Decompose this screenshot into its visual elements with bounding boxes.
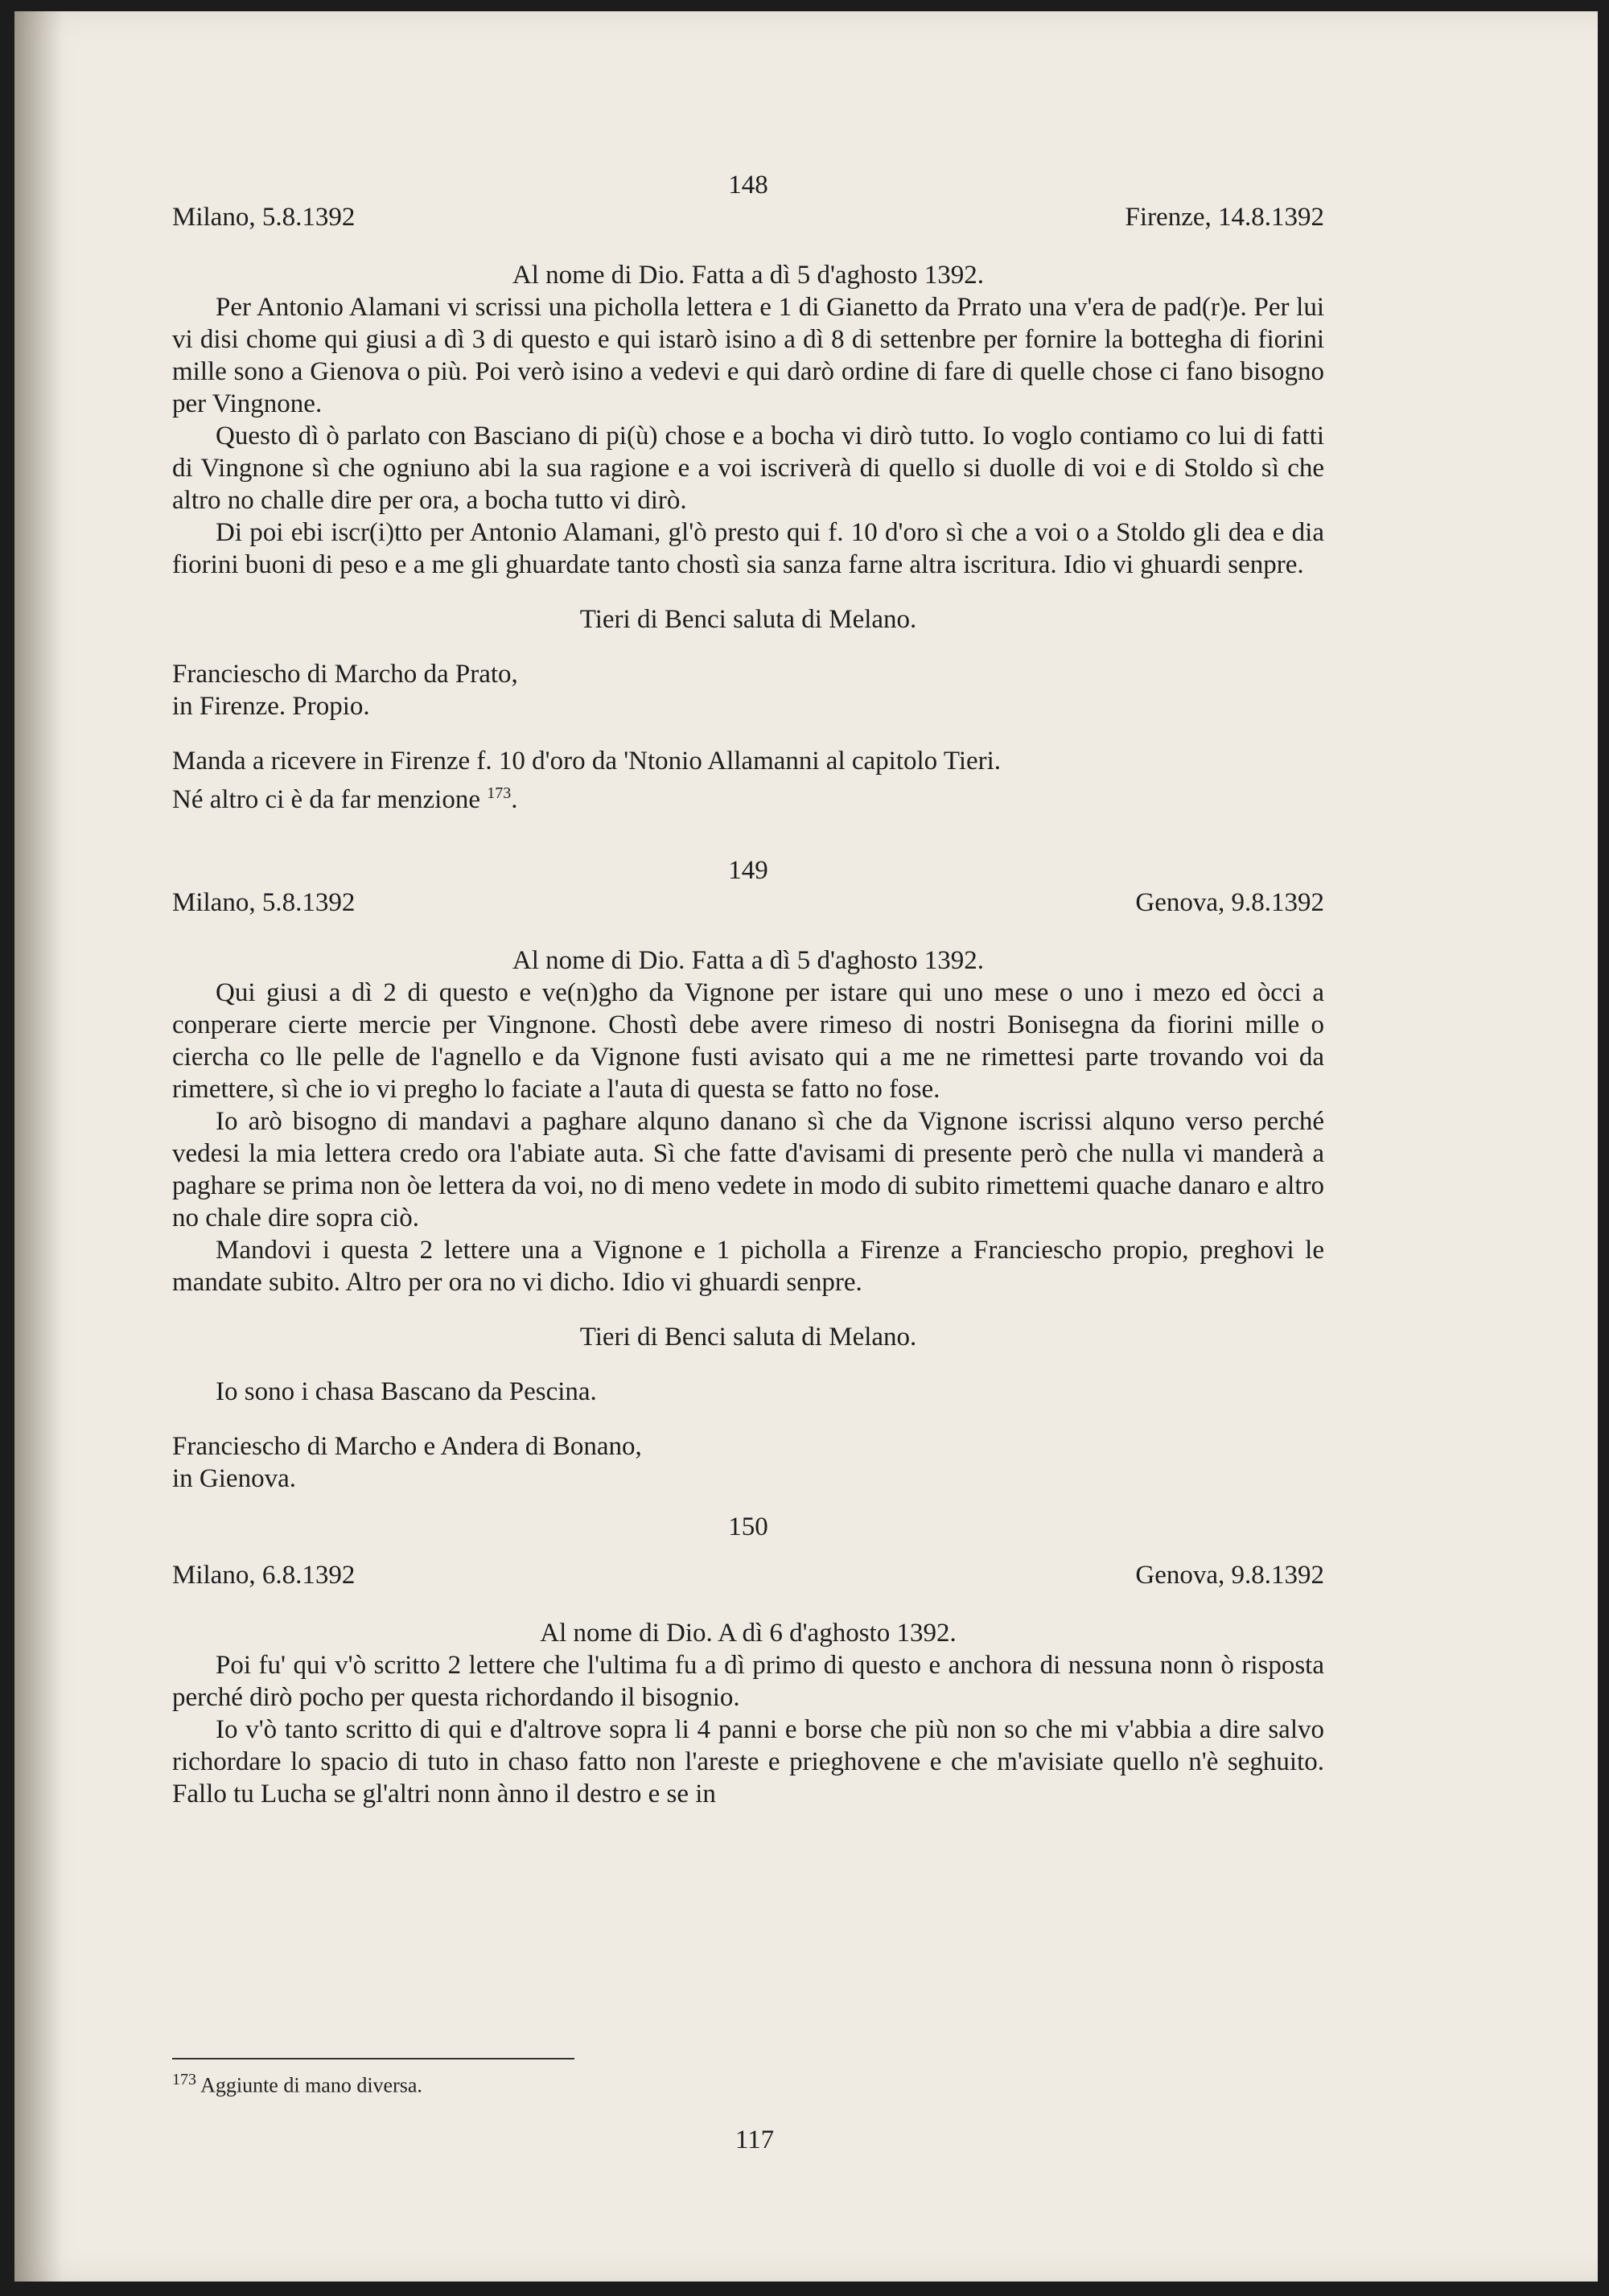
letter-salutation: Tieri di Benci saluta di Melano.: [579, 605, 917, 634]
letter-header: [172, 201, 1324, 233]
note-line: Manda a ricevere in Firenze f. 10 d'oro da 'Ntonio Allamanni al capitolo Tieri.: [172, 747, 1002, 776]
letter-paragraph: Mandovi i questa 2 lettere una a Vignone e 1 picholla a Firenze a Franciescho propio, preghovi le mandate subito. Altro per ora no vi dicho. Idio vi ghuardi senpre.: [172, 1236, 1324, 1297]
address-line: Franciescho di Marcho da Prato,: [172, 660, 518, 689]
page-gutter-shadow: [14, 11, 63, 2282]
letter-paragraph: Io arò bisogno di mandavi a paghare alquno danano sì che da Vignone iscrissi alquno verso perché vedesi la mia lettera credo ora l'abiate auta. Sì che fatte d'avisami di presente però che nulla vi manderà a paghare se prima non òe lettera da voi, no di meno vedete in modo di subito rimettemi quache danaro e altro no chale dire sopra ciò.: [172, 1107, 1324, 1232]
letter-paragraph: Per Antonio Alamani vi scrissi una picholla lettera e 1 di Gianetto da Prrato una v'era de pad(r)e. Per lui vi disi chome qui giusi a dì 3 di questo e qui istarò isino a dì 8 di settenbre per fornire la bottegha di fiorini mille sono a Gienova o più. Poi verò isino a vedevi e qui darò ordine di fare di quelle chose ci fano bisogno per Vingnone.: [172, 293, 1324, 418]
letter-note: [172, 745, 1324, 816]
footnote: [172, 2071, 422, 2098]
note-line: Né altro ci è da far menzione $^{173}$.: [172, 784, 518, 814]
page-body: [172, 169, 1324, 1810]
letter-opening: Al nome di Dio. A dì 6 d'aghosto 1392.: [540, 1619, 957, 1648]
letter-address: [172, 658, 1324, 722]
letter-148: [172, 169, 1324, 816]
letter-paragraph: Di poi ebi iscr(i)tto per Antonio Alamani, gl'ò presto qui f. 10 d'oro sì che a voi o a Stoldo gli dea e dia fiorini buoni di peso e a me gli ghuardate tanto chostì sia sanza farne altra iscritura. Idio vi ghuardi senpre.: [172, 518, 1324, 579]
letter-opening: Al nome di Dio. Fatta a dì 5 d'aghosto 1392.: [512, 261, 985, 290]
letter-header: [172, 1559, 1324, 1591]
note-line-text: Né altro ci è da far menzione: [172, 785, 480, 814]
address-line: in Gienova.: [172, 1464, 296, 1493]
letter-paragraph: Questo dì ò parlato con Basciano di pi(ù) chose e a bocha vi dirò tutto. Io voglo contiamo co lui di fatti di Vingnone sì che ogniuno abi la sua ragione e a voi iscriverà di quello si duolle di voi e di Stoldo sì che altro no challe dire per ora, a bocha tutto vi dirò.: [172, 422, 1324, 515]
letter-postscript: Io sono i chasa Bascano da Pescina.: [216, 1377, 597, 1406]
footnote-text: Aggiunte di mano diversa.: [200, 2073, 422, 2097]
address-line: in Firenze. Propio.: [172, 692, 370, 721]
letter-number: 149: [728, 856, 768, 885]
page-number-text: 117: [735, 2125, 775, 2154]
footnote-divider: [172, 2058, 574, 2059]
letter-opening: Al nome di Dio. Fatta a dì 5 d'aghosto 1392.: [512, 946, 985, 975]
letter-paragraph: Qui giusi a dì 2 di questo e ve(n)gho da Vignone per istare qui uno mese o uno i mezo ed òcci a conperare cierte mercie per Vingnone. Chostì debe avere rimeso di nostri Bonisegna da fiorini mille o ciercha co lle pelle de l'agnello e da Vignone fusti avisato qui a me ne rimettesi parte trovando voi da rimettere, sì che io vi pregho lo faciate a l'auta di questa se fatto no fose.: [172, 978, 1324, 1104]
address-line: Franciescho di Marcho e Andera di Bonano,: [172, 1432, 642, 1461]
letter-number: 150: [728, 1512, 768, 1541]
letter-number: 148: [728, 171, 768, 200]
letter-header: [172, 887, 1324, 919]
page-number: [14, 2125, 1598, 2155]
letter-149: [172, 854, 1324, 1495]
letter-destination: Genova, 9.8.1392: [1135, 888, 1324, 917]
letter-destination: Genova, 9.8.1392: [1135, 1561, 1324, 1590]
letter-origin: Milano, 5.8.1392: [172, 888, 356, 917]
letter-salutation: Tieri di Benci saluta di Melano.: [579, 1323, 917, 1352]
letter-origin: Milano, 6.8.1392: [172, 1561, 356, 1590]
letter-origin: Milano, 5.8.1392: [172, 203, 356, 232]
footnote-reference: 173: [487, 784, 512, 802]
book-page: [14, 11, 1598, 2282]
letter-paragraph: Poi fu' qui v'ò scritto 2 lettere che l'ultima fu a dì primo di questo e anchora di nessuna nonn ò risposta perché dirò pocho per questa richordando il bisognio.: [172, 1651, 1324, 1712]
letter-destination: Firenze, 14.8.1392: [1125, 203, 1324, 232]
letter-address: [172, 1430, 1324, 1495]
letter-paragraph: Io v'ò tanto scritto di qui e d'altrove sopra li 4 panni e borse che più non so che mi v'abbia a dire salvo richordare lo spacio di tuto in chaso fatto non l'areste e prieghovene e che m'avisiate quello n'è seghuito. Fallo tu Lucha se gl'altri nonn ànno il destro e se in: [172, 1715, 1324, 1808]
letter-150: [172, 1511, 1324, 1810]
footnote-number: 173: [172, 2071, 196, 2088]
